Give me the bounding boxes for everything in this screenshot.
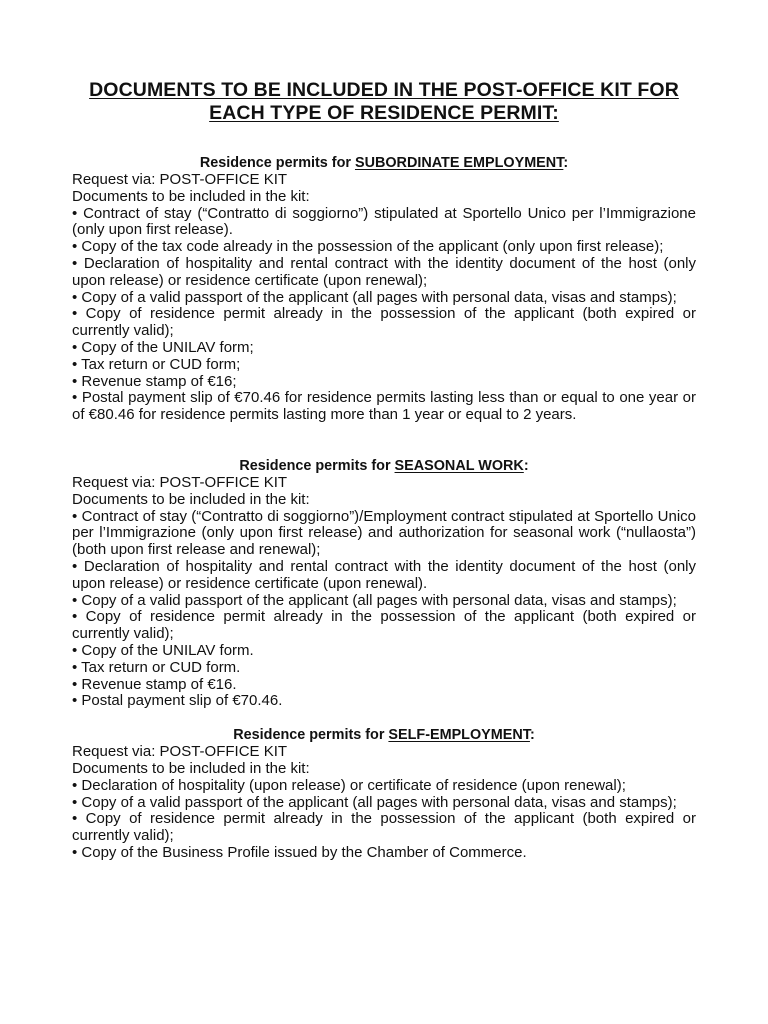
request-line: Request via: POST-OFFICE KIT (72, 473, 288, 491)
list-item: • Revenue stamp of €16. (72, 675, 237, 693)
section-heading-category: SEASONAL WORK (394, 457, 524, 474)
section-heading-prefix: Residence permits for (199, 155, 355, 171)
list-item: • Tax return or CUD form. (72, 658, 241, 676)
list-item: • Declaration of hospitality and rental contract with the identity document of the host (only upon release) or residence certificate (upon renewal). (72, 557, 696, 592)
list-item: • Copy of a valid passport of the applicant (all pages with personal data, visas and stamps); (72, 591, 677, 609)
list-item: • Copy of a valid passport of the applicant (all pages with personal data, visas and stamps); (72, 288, 677, 306)
list-item: • Postal payment slip of €70.46. (72, 692, 283, 710)
list-item: • Contract of stay (“Contratto di soggiorno”) stipulated at Sportello Unico per l’Immigrazione (only upon first release). (72, 204, 696, 239)
section-self-employment (72, 727, 696, 862)
section-heading (72, 458, 696, 475)
section-heading-category: SUBORDINATE EMPLOYMENT (354, 155, 564, 171)
request-line: Request via: POST-OFFICE KIT (72, 171, 288, 188)
kit-line: Documents to be included in the kit: (72, 759, 310, 777)
list-item: • Copy of residence permit already in the possession of the applicant (both expired or currently valid); (72, 305, 696, 340)
request-line: Request via: POST-OFFICE KIT (72, 743, 288, 761)
document-list (72, 778, 696, 862)
document-title: DOCUMENTS TO BE INCLUDED IN THE POST-OFFICE KIT FOR EACH TYPE OF RESIDENCE PERMIT: (89, 79, 679, 124)
section-heading-prefix: Residence permits for (239, 457, 395, 474)
section-heading-prefix: Residence permits for (233, 727, 389, 744)
list-item: • Postal payment slip of €70.46 for residence permits lasting less than or equal to one year or of €80.46 for residence permits lasting more than 1 year or equal to 2 years. (72, 389, 696, 424)
list-item: • Copy of residence permit already in the possession of the applicant (both expired or currently valid); (72, 810, 696, 845)
section-heading (72, 727, 696, 744)
list-item: • Copy of the UNILAV form; (72, 338, 254, 356)
section-heading-suffix: : (523, 457, 529, 474)
document-list (72, 206, 696, 424)
kit-line: Documents to be included in the kit: (72, 490, 310, 508)
list-item: • Copy of a valid passport of the applicant (all pages with personal data, visas and stamps); (72, 793, 677, 811)
document-list (72, 509, 696, 711)
section-seasonal-work (72, 458, 696, 710)
section-heading-suffix: : (529, 727, 535, 744)
list-item: • Copy of residence permit already in the possession of the applicant (both expired or currently valid); (72, 608, 696, 643)
list-item: • Tax return or CUD form; (72, 355, 241, 373)
list-item: • Revenue stamp of €16; (72, 372, 237, 390)
list-item: • Copy of the Business Profile issued by the Chamber of Commerce. (72, 843, 527, 861)
list-item: • Declaration of hospitality and rental contract with the identity document of the host (only upon release) or residence certificate (upon renewal); (72, 254, 696, 289)
section-heading-category: SELF-EMPLOYMENT (388, 727, 530, 744)
list-item: • Contract of stay (“Contratto di soggiorno”)/Employment contract stipulated at Sportello Unico per l’Immigrazione (only upon first release) and authorization for seasonal work (“nullaosta”) (both upon first release and renewal); (72, 507, 696, 559)
list-item: • Copy of the UNILAV form. (72, 641, 254, 659)
section-subordinate-employment (72, 155, 696, 424)
kit-line: Documents to be included in the kit: (72, 187, 310, 205)
section-heading-suffix: : (563, 155, 569, 171)
list-item: • Declaration of hospitality (upon release) or certificate of residence (upon renewal); (72, 776, 626, 794)
list-item: • Copy of the tax code already in the possession of the applicant (only upon first release); (72, 238, 664, 256)
section-heading (72, 155, 696, 172)
